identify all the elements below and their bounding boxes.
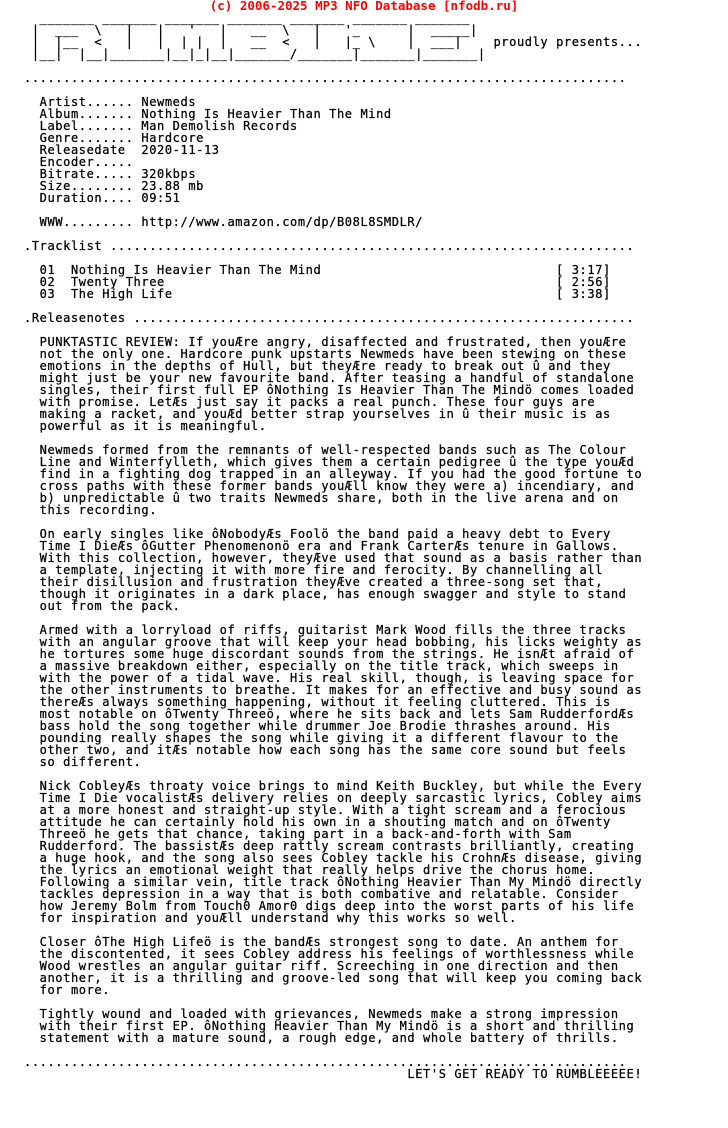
nfo-line: at a more honest and straight-up style. With a tight scream and a ferocious — [24, 803, 627, 817]
nfo-line: |__| |__|_______|__|_|__|_______/_______|_______|_______| — [24, 47, 486, 61]
nfo-line: thereÆs always something happening, without it feeling cluttered. This is — [24, 695, 611, 709]
nfo-line: might just be your new favourite band. After teasing a handful of standalone — [24, 371, 635, 385]
nfo-line: 02 Twenty Three [ 2:56] — [24, 275, 611, 289]
nfo-line: with promise. LetÆs just say it packs a real punch. These four guys are — [24, 395, 596, 409]
nfo-line: Releasedate 2020-11-13 — [24, 143, 220, 157]
nfo-line: Nick CobleyÆs throaty voice brings to mind Keith Buckley, but while the Every — [24, 779, 643, 793]
nfo-line: a huge hook, and the song also sees Cobley tackle his CrohnÆs disease, giving — [24, 851, 643, 865]
nfo-line: another, it is a thrilling and groove-led song that will keep you coming back — [24, 971, 643, 985]
nfo-line: Wood wrestles an angular guitar riff. Screeching in one direction and then — [24, 959, 619, 973]
nfo-line: the lyrics an emotional weight that really helps drive the chorus home. — [24, 863, 596, 877]
nfo-line: the other instruments to breathe. It makes for an effective and busy sound as — [24, 683, 643, 697]
nfo-line: with an angular groove that will keep your head bobbing, his licks weighty as — [24, 635, 643, 649]
nfo-line: Threeö he gets that chance, taking part in a back-and-forth with Sam — [24, 827, 572, 841]
nfo-line: Encoder..... — [24, 155, 134, 169]
nfo-line: Tightly wound and loaded with grievances, Newmeds make a strong impression — [24, 1007, 619, 1021]
nfo-line: PUNKTASTIC REVIEW: If youÆre angry, disaffected and frustrated, then youÆre — [24, 335, 627, 349]
nfo-line: Time I DieÆs ôGutter Phenomenonö era and Frank CarterÆs tenure in Gallows. — [24, 539, 619, 553]
nfo-line: pounding really shapes the song while giving it a different flavour to the — [24, 731, 619, 745]
nfo-line: find in a fighting dog trapped in an alleyway. If you had the good fortune to — [24, 467, 643, 481]
nfo-line: b) unpredictable û two traits Newmeds share, both in the live arena and on — [24, 491, 619, 505]
nfo-line: Following a similar vein, title track ôNothing Heavier Than My Mindö directly — [24, 875, 643, 889]
nfo-line: .Tracklist ................................................................... — [24, 239, 635, 253]
nfo-line: this recording. — [24, 503, 158, 517]
nfo-line: Label....... Man Demolish Records — [24, 119, 298, 133]
nfo-line: Bitrate..... 320kbps — [24, 167, 197, 181]
nfo-line: Duration.... 09:51 — [24, 191, 181, 205]
nfo-line: statement with a mature sound, a rough edge, and whole battery of thrills. — [24, 1031, 619, 1045]
nfo-line: emotions in the depths of Hull, but theyÆre ready to break out û and they — [24, 359, 611, 373]
nfo-line: With this collection, however, theyÆve used that sound as a basis rather than — [24, 551, 643, 565]
nfo-line: Armed with a lorryload of riffs, guitarist Mark Wood fills the three tracks — [24, 623, 627, 637]
nfo-line: LET'S GET READY TO RUMBLEEEEE! — [24, 1067, 643, 1081]
nfo-line: bass hold the song together while drummer Joe Brodie thrashes around. His — [24, 719, 611, 733]
nfo-line: | ___ \ | | ' | __ \ | '_ | _____| — [24, 23, 478, 37]
nfo-line: cross paths with these former bands youÆll know they were a) incendiary, and — [24, 479, 635, 493]
nfo-line: .Releasenotes ................................................................ — [24, 311, 635, 325]
nfo-line: so different. — [24, 755, 142, 769]
nfodb-header: (c) 2006-2025 MP3 NFO Database [nfodb.ru] — [209, 0, 519, 13]
nfo-line: Artist...... Newmeds — [24, 95, 197, 109]
nfo-text — [24, 12, 642, 1080]
nfo-line: _______ _______ _______ _______ _______ _______ _______ — [24, 11, 471, 25]
nfo-line: with the power of a tidal wave. His real skill, though, is leaving space for — [24, 671, 635, 685]
nfo-line: Closer ôThe High Lifeö is the bandÆs strongest song to date. An anthem for — [24, 935, 619, 949]
nfo-line: most notable on ôTwenty Threeö, where he sits back and lets Sam RudderfordÆs — [24, 707, 635, 721]
nfo-line: Rudderford. The bassistÆs deep rattly scream contrasts brilliantly, creating — [24, 839, 635, 853]
nfo-line: he tortures some huge discordant sounds from the strings. He isnÆt afraid of — [24, 647, 635, 661]
nfo-line: making a racket, and youÆd better strap yourselves in û their music is as — [24, 407, 611, 421]
nfo-line: other two, and itÆs notable how each song has the same core sound but feels — [24, 743, 627, 757]
nfo-line: 01 Nothing Is Heavier Than The Mind [ 3:17] — [24, 263, 611, 277]
nfo-line: | |__ < | | | | | __ < | |_ \ | ___| proudly presents... — [24, 35, 643, 49]
nfo-line: Genre....... Hardcore — [24, 131, 204, 145]
nfo-line: not the only one. Hardcore punk upstarts Newmeds have been stewing on these — [24, 347, 627, 361]
nfo-line: WWW......... http://www.amazon.com/dp/B08L8SMDLR/ — [24, 215, 424, 229]
nfo-line: their disillusion and frustration theyÆve created a three-song set that, — [24, 575, 604, 589]
nfo-line: Album....... Nothing Is Heavier Than The Mind — [24, 107, 392, 121]
nfo-line: a massive breakdown either, especially on the title track, which sweeps in — [24, 659, 619, 673]
nfo-line: Size........ 23.88 mb — [24, 179, 204, 193]
nfo-line: ............................................................................. — [24, 71, 627, 85]
nfo-line: singles, their first full EP ôNothing Is Heavier Than The Mindö comes loaded — [24, 383, 635, 397]
nfo-line: how Jeremy Bolm from Touch0 Amor0 digs deep into the worst parts of his life — [24, 899, 635, 913]
nfo-line: Line and Winterfylleth, which gives them a certain pedigree û the type youÆd — [24, 455, 635, 469]
nfo-line: for more. — [24, 983, 111, 997]
nfo-line: On early singles like ôNobodyÆs Foolö the band paid a heavy debt to Every — [24, 527, 611, 541]
nfo-line: a template, injecting it with more fire and ferocity. By channelling all — [24, 563, 604, 577]
nfo-line: 03 The High Life [ 3:38] — [24, 287, 611, 301]
nfo-line: the discontented, it sees Cobley address his feelings of worthlessness while — [24, 947, 635, 961]
nfo-line: out from the pack. — [24, 599, 181, 613]
nfo-line: powerful as it is meaningful. — [24, 419, 267, 433]
nfo-line: Time I Die vocalistÆs delivery relies on deeply sarcastic lyrics, Cobley aims — [24, 791, 643, 805]
nfo-line: with their first EP. ôNothing Heavier Than My Mindö is a short and thrilling — [24, 1019, 635, 1033]
nfo-line: ............................................................................. — [24, 1055, 627, 1069]
nfo-line: attitude he can certainly hold his own in a shouting match and on ôTwenty — [24, 815, 611, 829]
nfo-line: tackles depression in a way that is both combative and relatable. Consider — [24, 887, 619, 901]
nfo-line: Newmeds formed from the remnants of well-respected bands such as The Colour — [24, 443, 627, 457]
nfo-line: for inspiration and youÆll understand why this works so well. — [24, 911, 517, 925]
nfo-line: though it originates in a dark place, has enough swagger and style to stand — [24, 587, 627, 601]
